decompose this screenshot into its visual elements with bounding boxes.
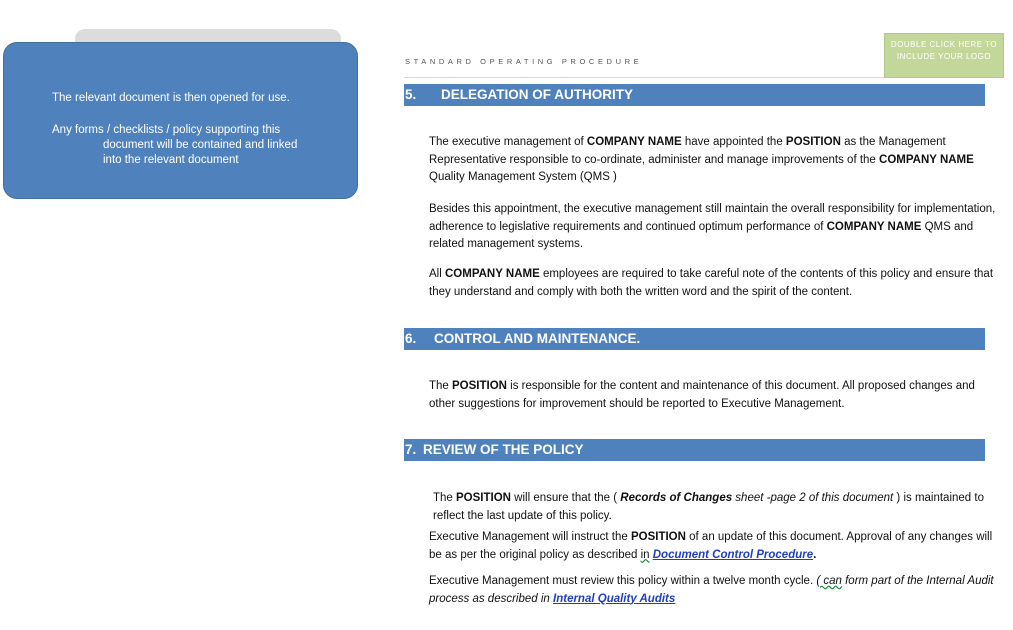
- section-6-heading: [404, 328, 985, 350]
- section-7-paragraph-2: Executive Management will instruct the POSITION of an update of this document. Approval of any changes will be as per the original policy as described in Document Control Procedure.: [429, 531, 993, 561]
- section-7-heading: [404, 439, 985, 461]
- logo-line-2: INCLUDE YOUR LOGO: [896, 52, 992, 61]
- section-5-heading: [404, 84, 985, 106]
- section-7-paragraph-3: Executive Management must review this policy within a twelve month cycle. ( can form part of the Internal Audit process as described in Internal Quality Audits: [429, 575, 994, 605]
- section-7-number: 7.: [405, 442, 417, 457]
- section-7-title: REVIEW OF THE POLICY: [423, 442, 584, 457]
- document-control-procedure-link[interactable]: Document Control Procedure: [652, 548, 814, 561]
- callout-line-1: The relevant document is then opened for use.: [52, 92, 290, 104]
- section-5-title: DELEGATION OF AUTHORITY: [441, 87, 633, 102]
- section-5-paragraph-1: The executive management of COMPANY NAME have appointed the POSITION as the Management Representative responsible to co-ordinate, administer and manage improvements of the COMPANY NAME Quality Management System (QMS ): [429, 136, 974, 183]
- section-6-paragraph-1: The POSITION is responsible for the content and maintenance of this document. All proposed changes and other suggestions for improvement should be reported to Executive Management.: [429, 380, 975, 410]
- logo-line-1: DOUBLE CLICK HERE TO: [890, 40, 998, 49]
- info-callout: [3, 42, 358, 199]
- callout-line-3: document will be contained and linked: [103, 139, 298, 151]
- sop-header-label: STANDARD OPERATING PROCEDURE: [405, 57, 643, 66]
- section-6-title: CONTROL AND MAINTENANCE.: [434, 331, 641, 346]
- section-5-number: 5.: [405, 87, 417, 102]
- section-5-paragraph-3: All COMPANY NAME employees are required to take careful note of the contents of this policy and ensure that they understand and comply with both the written word and the spirit of the content.: [429, 268, 994, 298]
- section-7-paragraph-1: The POSITION will ensure that the ( Records of Changes sheet -page 2 of this document ) is maintained to reflect the last update of this policy.: [433, 492, 984, 522]
- callout-line-4: into the relevant document: [103, 154, 239, 166]
- internal-quality-audits-link[interactable]: Internal Quality Audits: [553, 592, 676, 605]
- callout-line-2: Any forms / checklists / policy supporting this: [52, 124, 281, 136]
- logo-placeholder[interactable]: [884, 33, 1004, 78]
- section-6-number: 6.: [405, 331, 417, 346]
- section-5-paragraph-2: Besides this appointment, the executive management still maintain the overall responsibility for implementation, adherence to legislative requirements and continued optimum performance of COMPANY NAME QMS and related management systems.: [429, 203, 996, 250]
